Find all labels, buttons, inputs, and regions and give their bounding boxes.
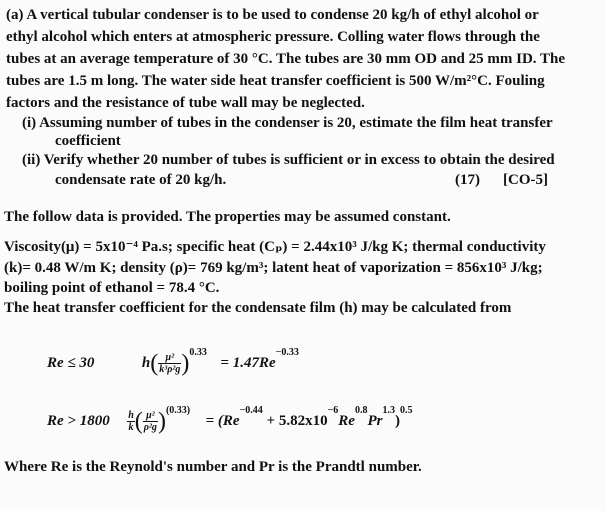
eq1-rhs: = 1.47Re [220,355,276,371]
problem-line-5: factors and the resistance of tube wall may be neglected. [6,95,365,111]
properties-line-2: (k)= 0.48 W/m K; density (ρ)= 769 kg/m³; latent heat of vaporization = 856x10³ J/kg; [4,260,543,276]
eq1-denominator: k³ρ²g [159,364,181,376]
eq2-rhs-exp-2: −6 [327,405,339,416]
eq1-condition: Re ≤ 30 [47,355,95,371]
eq1-h: h [141,355,151,371]
problem-line-3: tubes at an average temperature of 30 °C. The tubes are 30 mm OD and 25 mm ID. The [6,51,566,67]
problem-line-1: (a) A vertical tubular condenser is to be used to condense 20 kg/h of ethyl alcohol or [6,7,539,23]
eq2-rhs-exp-4: 1.3 [382,405,395,416]
marks-label: (17) [455,172,480,188]
eq2-denominator: ρ²g [143,422,157,434]
htc-intro: The heat transfer coefficient for the condensate film (h) may be calculated from [4,300,512,316]
equation-2: Re > 1800 $\frac{h}{k}$ ( $\frac{\text{μ²}}{\text{ρ²g}}$ )$^{(0.33)} = (Re^{-0.44} + 5.82x10^{-6}Re^{0.8}Pr^{1.3})^{0.5}$ [47,405,413,435]
subquestion-i-line-1: (i) Assuming number of tubes in the condenser is 20, estimate the film heat transfer [22,115,553,131]
eq1-rhs-exponent: −0.33 [275,347,299,358]
footer-note: Where Re is the Reynold's number and Pr is the Prandtl number. [4,459,422,475]
eq2-exponent: (0.33) [165,405,191,416]
eq2-rhs-close: ) [394,413,400,429]
properties-line-3: boiling point of ethanol = 78.4 °C. [4,280,220,296]
eq2-h: h [128,410,134,422]
eq2-rhs-pr: Pr [367,413,383,429]
eq2-rhs-exp-1: −0.44 [239,405,263,416]
eq1-exponent: 0.33 [189,347,207,358]
eq2-rhs-open: = (Re [205,413,240,429]
subquestion-ii-line-2: condensate rate of 20 kg/h. [55,172,227,188]
eq2-rhs-exp-3: 0.8 [354,405,368,416]
data-intro: The follow data is provided. The properties may be assumed constant. [4,209,451,225]
subquestion-ii-line-1: (ii) Verify whether 20 number of tubes is sufficient or in excess to obtain the desired [22,152,555,168]
properties-line-1: Viscosity(μ) = 5x10⁻⁴ Pa.s; specific heat (Cₚ) = 2.44x10³ J/kg K; thermal conductivity [4,239,546,255]
eq1-numerator: μ² [158,352,181,364]
eq2-rhs-exp-5: 0.5 [399,405,413,416]
eq2-condition: Re > 1800 [47,413,110,429]
problem-line-4: tubes are 1.5 m long. The water side heat transfer coefficient is 500 W/m²°C. Fouling [6,73,545,89]
course-outcome-label: [CO-5] [503,172,548,188]
eq2-k: k [128,422,134,434]
eq2-numerator: μ² [143,410,158,422]
problem-line-2: ethyl alcohol which enters at atmospheric pressure. Colling water flows through the [6,29,540,45]
eq2-fraction [143,410,158,433]
eq1-fraction [158,352,181,375]
eq2-rhs-re: Re [338,413,355,429]
eq2-rhs-mid: + 5.82x10 [262,413,328,429]
eq2-h-over-k [127,410,135,433]
equation-1: Re ≤ 30 h( $\frac{\text{μ²}}{\text{k³ρ²g}}$ )$^{0.33} = 1.47Re^{-0.33}$ [47,347,299,377]
subquestion-i-line-2: coefficient [55,133,121,149]
